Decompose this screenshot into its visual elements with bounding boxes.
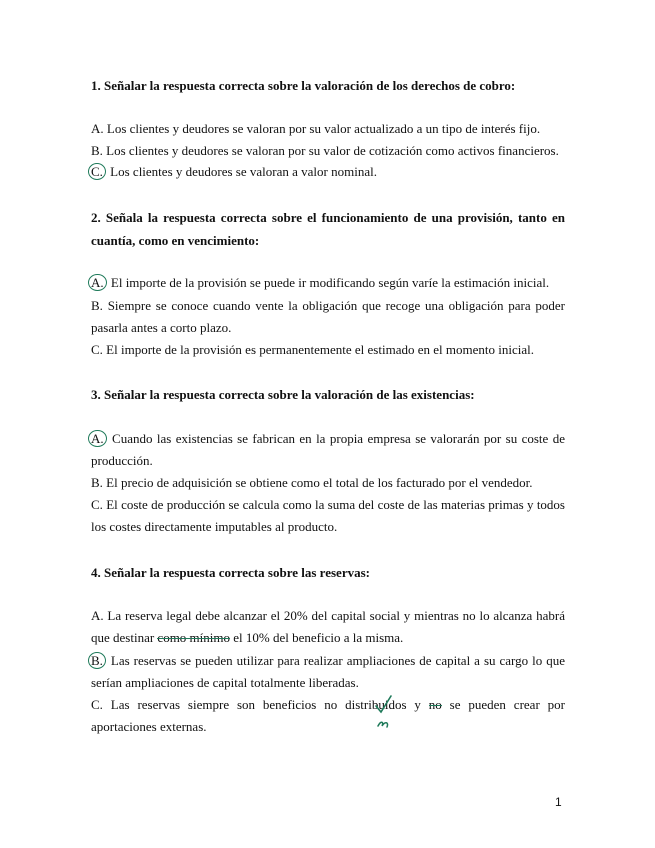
question-3-title: 3. Señalar la respuesta correcta sobre la valoración de las existencias: [91, 387, 475, 402]
option-text-post: se pueden crear por aportaciones externas. [91, 697, 565, 734]
option-text-pre: C. Las reservas siempre son beneficios no distribuidos y [91, 697, 429, 712]
question-1-option-a: A. Los clientes y deudores se valoran por su valor actualizado a un tipo de interés fijo. [91, 121, 541, 136]
question-4-option-c [91, 694, 565, 738]
option-text: Las reservas se pueden utilizar para realizar ampliaciones de capital a su cargo lo que serían ampliaciones de capital totalmente liberadas. [91, 653, 565, 690]
question-4-title: 4. Señalar la respuesta correcta sobre las reservas: [91, 565, 370, 580]
question-1-title: 1. Señalar la respuesta correcta sobre la valoración de los derechos de cobro: [91, 78, 516, 93]
option-text: El importe de la provisión se puede ir modificando según varíe la estimación inicial. [107, 275, 550, 290]
answer-circle-mark: A. [88, 430, 107, 447]
question-2-option-c: C. El importe de la provisión es permanentemente el estimado en el momento inicial. [91, 342, 534, 357]
option-text-post: el 10% del beneficio a la misma. [230, 630, 404, 645]
answer-circle-mark: B. [88, 652, 106, 669]
question-2-option-b: B. Siempre se conoce cuando vente la obligación que recoge una obligación para poder pasarla antes a corto plazo. [91, 298, 565, 335]
option-text-pre: A. La reserva legal debe alcanzar el 20% del capital social y mientras no lo alcanza habrá que destinar [91, 608, 565, 645]
answer-circle-mark: A. [88, 274, 107, 291]
struck-text: como mínimo [157, 630, 231, 645]
question-4-option-a [91, 605, 565, 649]
question-1-option-b: B. Los clientes y deudores se valoran por su valor de cotización como activos financieros. [91, 143, 559, 158]
question-3-option-a [91, 428, 565, 472]
question-1-option-c [91, 161, 565, 183]
option-text: Cuando las existencias se fabrican en la propia empresa se valorarán por su coste de producción. [91, 431, 565, 468]
question-4-option-b [91, 650, 565, 694]
question-2-option-a [91, 272, 565, 294]
struck-text: no [428, 697, 442, 712]
page-number: 1 [555, 795, 562, 809]
question-2-title: 2. Señala la respuesta correcta sobre el funcionamiento de una provisión, tanto en cuantía, como en vencimiento: [91, 210, 565, 248]
question-3-option-b: B. El precio de adquisición se obtiene como el total de los facturado por el vendedor. [91, 475, 533, 490]
answer-circle-mark: C. [88, 163, 106, 180]
question-3-option-c: C. El coste de producción se calcula como la suma del coste de las materias primas y todos los costes directamente imputables al producto. [91, 497, 565, 534]
handwritten-correction-mark [372, 692, 396, 732]
option-text: Los clientes y deudores se valoran a valor nominal. [106, 164, 377, 179]
